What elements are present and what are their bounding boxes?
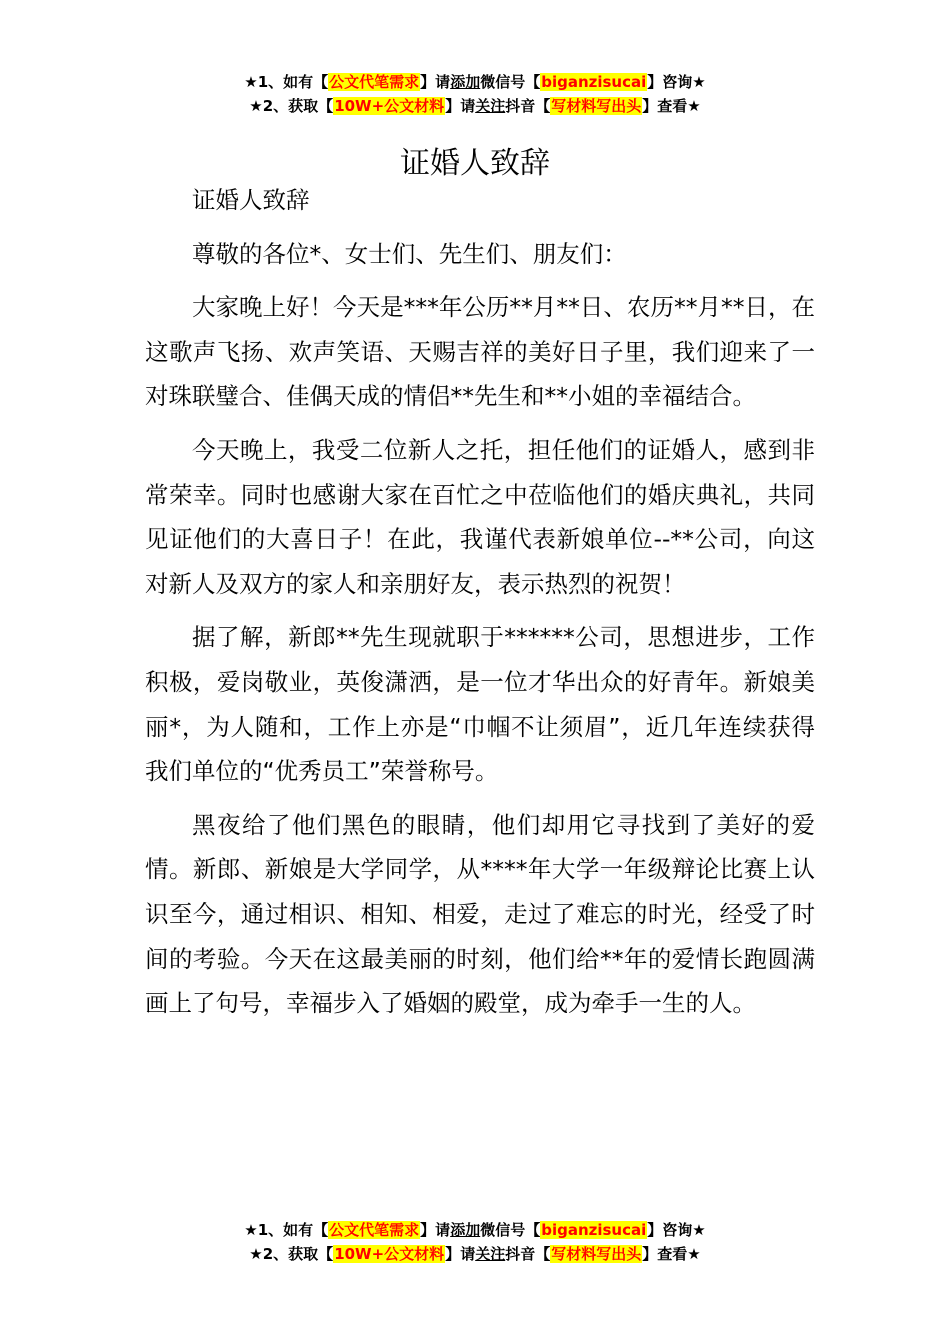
banner-highlight-materials: 10W+公文材料 xyxy=(334,97,445,115)
banner-emphasis: 关注 xyxy=(475,1245,506,1263)
banner-text: 】请 xyxy=(420,1221,451,1239)
header-banner xyxy=(0,70,950,118)
banner-line-2 xyxy=(0,1242,950,1266)
banner-emphasis: 添加 xyxy=(450,73,481,91)
banner-line-1 xyxy=(0,1218,950,1242)
banner-text: 】查看★ xyxy=(642,1245,701,1263)
banner-text: 】查看★ xyxy=(642,97,701,115)
banner-text: 】咨询★ xyxy=(647,73,706,91)
banner-highlight-wechat-id: biganzisucai xyxy=(541,73,647,91)
banner-text: ★1、如有【 xyxy=(244,73,329,91)
banner-highlight-service: 公文代笔需求 xyxy=(329,1221,420,1239)
banner-text: 抖音【 xyxy=(505,97,551,115)
banner-text: ★2、获取【 xyxy=(249,1245,334,1263)
paragraph-salutation: 尊敬的各位*、女士们、先生们、朋友们： xyxy=(192,239,627,268)
footer-banner xyxy=(0,1218,950,1266)
banner-emphasis: 添加 xyxy=(450,1221,481,1239)
banner-text: 】请 xyxy=(445,97,476,115)
paragraph-subtitle: 证婚人致辞 xyxy=(192,186,310,214)
paragraph: 据了解，新郎**先生现就职于******公司，思想进步，工作积极，爱岗敬业，英俊潇洒，是一位才华出众的好青年。新娘美丽*，为人随和，工作上亦是“巾帼不让须眉”，近几年连续获得我们单位的“优秀员工”荣誉称号。 xyxy=(145,623,815,786)
document-body xyxy=(145,178,815,1035)
banner-highlight-douyin-account: 写材料写出头 xyxy=(551,1245,642,1263)
banner-text: ★1、如有【 xyxy=(244,1221,329,1239)
banner-text: ★2、获取【 xyxy=(249,97,334,115)
banner-text: 】咨询★ xyxy=(647,1221,706,1239)
banner-text: 抖音【 xyxy=(505,1245,551,1263)
banner-highlight-materials: 10W+公文材料 xyxy=(334,1245,445,1263)
banner-line-1 xyxy=(0,70,950,94)
document-title: 证婚人致辞 xyxy=(400,146,550,182)
banner-emphasis: 关注 xyxy=(475,97,506,115)
banner-text: 微信号【 xyxy=(480,1221,541,1239)
banner-highlight-wechat-id: biganzisucai xyxy=(541,1221,647,1239)
banner-text: 微信号【 xyxy=(480,73,541,91)
banner-highlight-service: 公文代笔需求 xyxy=(329,73,420,91)
paragraph: 大家晚上好！今天是***年公历**月**日、农历**月**日，在这歌声飞扬、欢声笑语、天赐吉祥的美好日子里，我们迎来了一对珠联璧合、佳偶天成的情侣**先生和**小姐的幸福结合。 xyxy=(145,293,815,411)
banner-text: 】请 xyxy=(420,73,451,91)
banner-line-2 xyxy=(0,94,950,118)
paragraph: 黑夜给了他们黑色的眼睛，他们却用它寻找到了美好的爱情。新郎、新娘是大学同学，从****年大学一年级辩论比赛上认识至今，通过相识、相知、相爱，走过了难忘的时光，经受了时间的考验。今天在这最美丽的时刻，他们给**年的爱情长跑圆满画上了句号，幸福步入了婚姻的殿堂，成为牵手一生的人。 xyxy=(145,810,815,1018)
paragraph: 今天晚上，我受二位新人之托，担任他们的证婚人，感到非常荣幸。同时也感谢大家在百忙之中莅临他们的婚庆典礼，共同见证他们的大喜日子！在此，我谨代表新娘单位--**公司，向这对新人及双方的家人和亲朋好友，表示热烈的祝贺！ xyxy=(145,435,815,598)
banner-text: 】请 xyxy=(445,1245,476,1263)
banner-highlight-douyin-account: 写材料写出头 xyxy=(551,97,642,115)
